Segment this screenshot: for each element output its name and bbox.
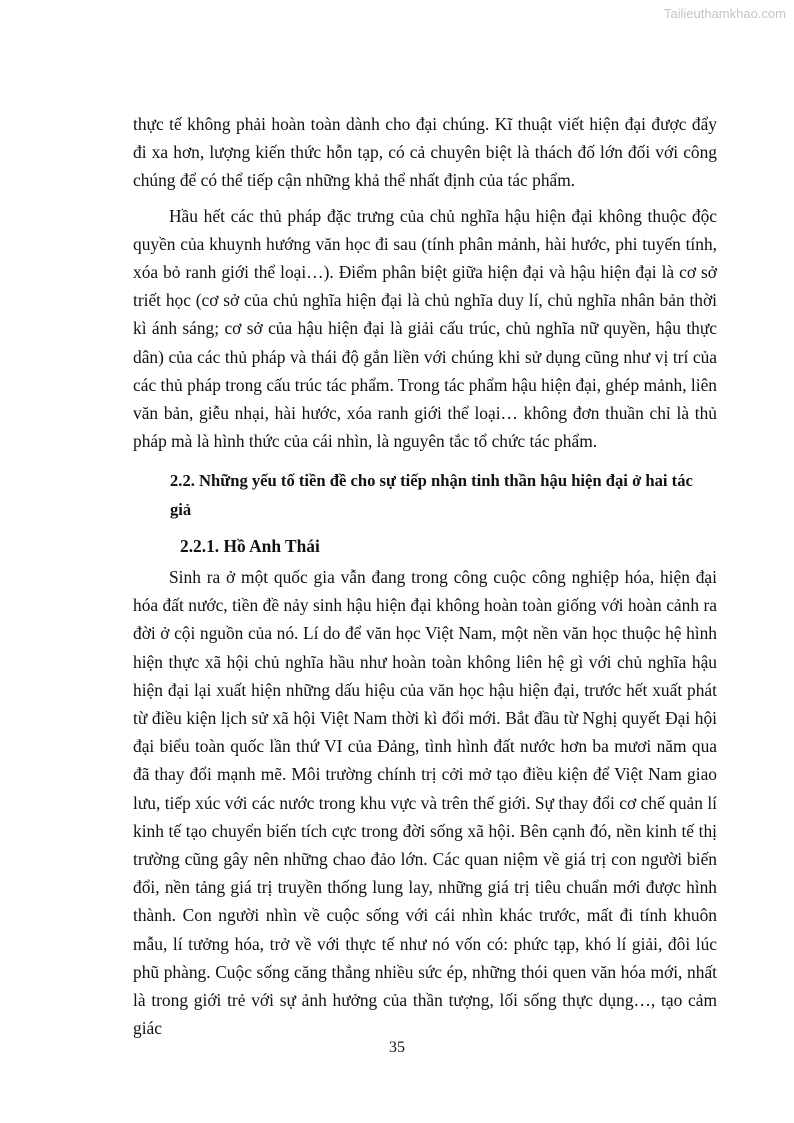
page-body [133, 110, 717, 1050]
paragraph-3: Sinh ra ở một quốc gia vẫn đang trong công cuộc công nghiệp hóa, hiện đại hóa đất nước, tiền đề nảy sinh hậu hiện đại không hoàn toàn giống với hoàn cảnh ra đời ở cội nguồn của nó. Lí do để văn học Việt Nam, một nền văn học thuộc hệ hình hiện thực xã hội chủ nghĩa hầu như hoàn toàn không liên hệ gì với chủ nghĩa hậu hiện đại lại xuất hiện những dấu hiệu của văn học hậu hiện đại, trước hết xuất phát từ điều kiện lịch sử xã hội Việt Nam thời kì đổi mới. Bắt đầu từ Nghị quyết Đại hội đại biểu toàn quốc lần thứ VI của Đảng, tình hình đất nước hơn ba mươi năm qua đã thay đổi mạnh mẽ. Môi trường chính trị cởi mở tạo điều kiện để Việt Nam giao lưu, tiếp xúc với các nước trong khu vực và trên thế giới. Sự thay đổi cơ chế quản lí kinh tế tạo chuyển biến tích cực trong đời sống xã hội. Bên cạnh đó, nền kinh tế thị trường cũng gây nên những chao đảo lớn. Các quan niệm về giá trị con người biến đổi, nền tảng giá trị truyền thống lung lay, những giá trị tiêu chuẩn mới được hình thành. Con người nhìn về cuộc sống với cái nhìn khác trước, mất đi tính khuôn mẫu, lí tưởng hóa, trở về với thực tế như nó vốn có: phức tạp, khó lí giải, đôi lúc phũ phàng. Cuộc sống căng thẳng nhiều sức ép, những thói quen văn hóa mới, nhất là trong giới trẻ với sự ảnh hưởng của thần tượng, lối sống thực dụng…, tạo cảm giác [133, 567, 717, 1039]
paragraph-2: Hầu hết các thủ pháp đặc trưng của chủ nghĩa hậu hiện đại không thuộc độc quyền của khuynh hướng văn học đi sau (tính phân mảnh, hài hước, phi tuyến tính, xóa bỏ ranh giới thể loại…). Điểm phân biệt giữa hiện đại và hậu hiện đại là cơ sở triết học (cơ sở của chủ nghĩa hiện đại là chủ nghĩa duy lí, chủ nghĩa nhân bản thời kì ánh sáng; cơ sở của hậu hiện đại là giải cấu trúc, chủ nghĩa nữ quyền, hậu thực dân) của các thủ pháp và thái độ gắn liền với chúng khi sử dụng cũng như vị trí của các thủ pháp trong cấu trúc tác phẩm. Trong tác phẩm hậu hiện đại, ghép mảnh, liên văn bản, giễu nhại, hài hước, xóa ranh giới thể loại… không đơn thuần chỉ là thủ pháp mà là hình thức của cái nhìn, là nguyên tắc tổ chức tác phẩm. [133, 205, 717, 452]
section-heading: 2.2. Những yếu tố tiền đề cho sự tiếp nhận tinh thần hậu hiện đại ở hai tác giả [170, 471, 693, 519]
paragraph-1: thực tế không phải hoàn toàn dành cho đại chúng. Kĩ thuật viết hiện đại được đẩy đi xa hơn, lượng kiến thức hỗn tạp, có cả chuyên biệt là thách đố lớn đối với công chúng để có thể tiếp cận những khả thể nhất định của tác phẩm. [133, 114, 717, 191]
subsection-heading: 2.2.1. Hồ Anh Thái [180, 535, 320, 556]
page-number: 35 [389, 1039, 405, 1056]
watermark: Tailieuthamkhao.com [663, 6, 786, 21]
